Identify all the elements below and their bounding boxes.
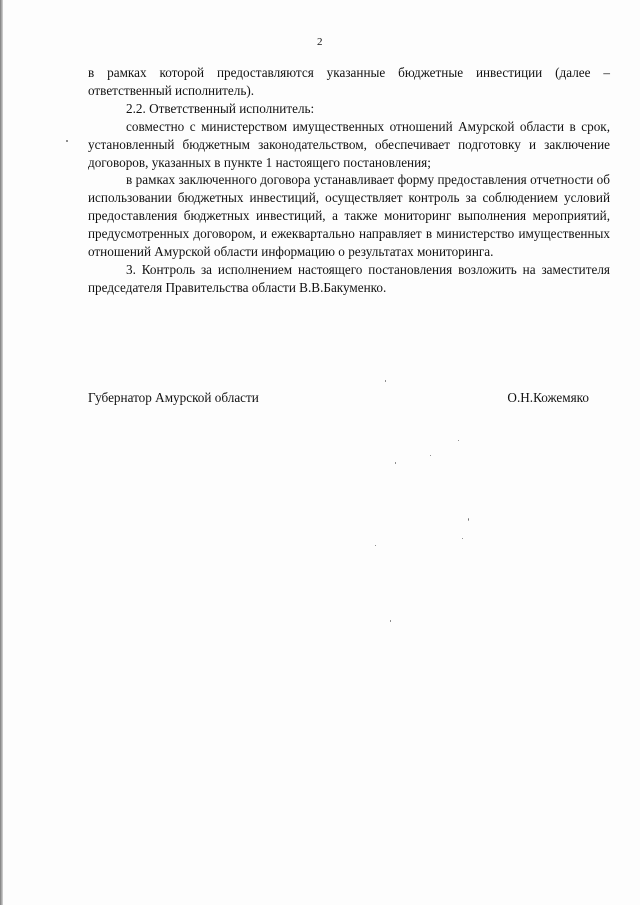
page-number: 2 [317, 36, 323, 48]
scan-speck [430, 455, 431, 456]
scan-speck [462, 538, 463, 539]
scan-speck [66, 140, 68, 142]
paragraph-contracts: совместно с министерством имущественных отношений Амурской области в срок, установленный бюджетным законодательством, обеспечивает подготовку и заключение договоров, указанных в пункте 1 настоящего постановления; [88, 118, 610, 170]
document-body [88, 64, 610, 297]
scan-speck [375, 545, 376, 546]
scan-speck [385, 380, 386, 382]
scan-speck [395, 462, 396, 464]
paragraph-continuation: в рамках которой предоставляются указанные бюджетные инвестиции (далее – ответственный исполнитель). [88, 65, 610, 98]
scan-speck [458, 440, 459, 441]
signatory-name: О.Н.Кожемяко [507, 390, 589, 405]
signatory-position: Губернатор Амурской области [88, 390, 259, 405]
paragraph-clause-3: 3. Контроль за исполнением настоящего постановления возложить на заместителя председателя Правительства области В.В.Бакуменко. [88, 261, 610, 295]
scan-speck [390, 620, 391, 622]
scan-speck [468, 518, 469, 521]
paragraph-reporting: в рамках заключенного договора устанавливает форму предоставления отчетности об использовании бюджетных инвестиций, осуществляет контроль за соблюдением условий предоставления бюджетных инвестиций, а также мониторинг выполнения мероприятий, предусмотренных договором, и ежеквартально направляет в министерство имущественных отношений Амурской области информацию о результатах мониторинга. [88, 172, 610, 260]
paragraph-clause-2-2: 2.2. Ответственный исполнитель: [126, 100, 315, 116]
scan-edge-shadow [0, 0, 3, 905]
